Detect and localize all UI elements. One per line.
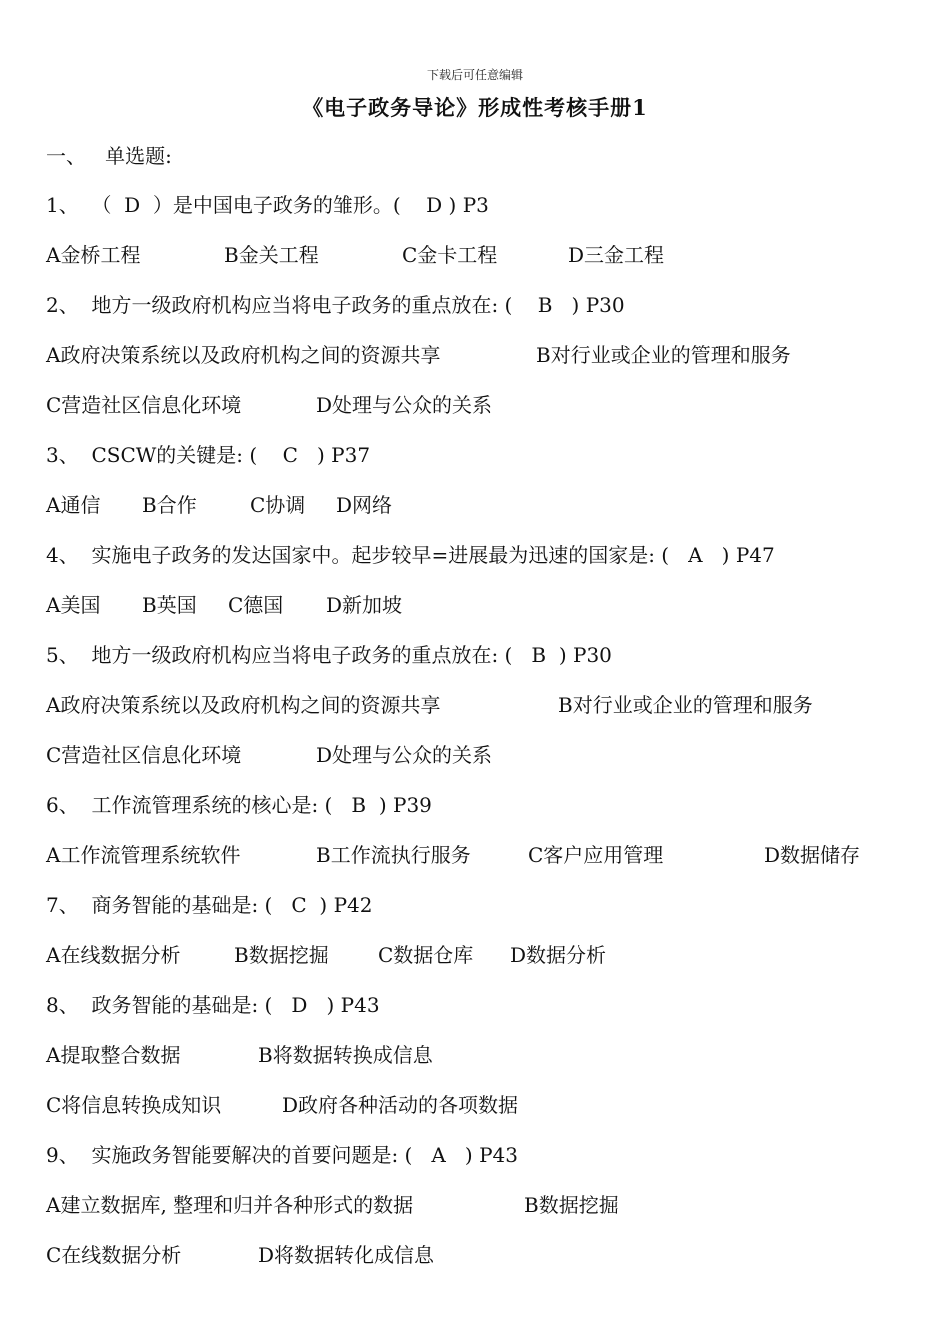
- option-a: A通信: [46, 493, 101, 517]
- option-c: C客户应用管理: [528, 843, 664, 867]
- option-b: B工作流执行服务: [316, 843, 471, 867]
- option-a: A金桥工程: [46, 243, 141, 267]
- option-b: B金关工程: [224, 243, 319, 267]
- option-c: C将信息转换成知识: [46, 1093, 222, 1117]
- option-c: C金卡工程: [402, 243, 498, 267]
- option-d: D将数据转化成信息: [258, 1243, 435, 1267]
- question-3: 3、 CSCW的关键是: ( C ) P37: [46, 443, 371, 467]
- option-d: D数据分析: [510, 943, 607, 967]
- option-b: B数据挖掘: [234, 943, 329, 967]
- option-b: B英国: [142, 593, 197, 617]
- section-heading: 一、 单选题:: [46, 144, 172, 168]
- option-c: C德国: [228, 593, 284, 617]
- option-d: D网络: [336, 493, 393, 517]
- question-4: 4、 实施电子政务的发达国家中。起步较早=进展最为迅速的国家是: ( A ) P47: [46, 543, 775, 567]
- option-a: A美国: [46, 593, 101, 617]
- question-1: 1、 （ D ）是中国电子政务的雏形。( D ) P3: [46, 193, 489, 217]
- option-a: A政府决策系统以及政府机构之间的资源共享: [46, 343, 441, 367]
- option-d: D三金工程: [568, 243, 665, 267]
- question-9: 9、 实施政务智能要解决的首要问题是: ( A ) P43: [46, 1143, 518, 1167]
- option-d: D处理与公众的关系: [316, 743, 493, 767]
- option-d: D处理与公众的关系: [316, 393, 493, 417]
- option-b: B合作: [142, 493, 197, 517]
- option-a: A提取整合数据: [46, 1043, 181, 1067]
- option-a: A建立数据库, 整理和归并各种形式的数据: [46, 1193, 414, 1217]
- question-2: 2、 地方一级政府机构应当将电子政务的重点放在: ( B ) P30: [46, 293, 625, 317]
- option-c: C在线数据分析: [46, 1243, 182, 1267]
- question-7: 7、 商务智能的基础是: ( C ) P42: [46, 893, 373, 917]
- option-b: B对行业或企业的管理和服务: [558, 693, 813, 717]
- option-d: D政府各种活动的各项数据: [282, 1093, 519, 1117]
- option-c: C营造社区信息化环境: [46, 393, 242, 417]
- option-b: B对行业或企业的管理和服务: [536, 343, 791, 367]
- question-8: 8、 政务智能的基础是: ( D ) P43: [46, 993, 380, 1017]
- question-9-options-line-2: [46, 1241, 906, 1325]
- option-b: B将数据转换成信息: [258, 1043, 433, 1067]
- option-a: A在线数据分析: [46, 943, 181, 967]
- option-a: A政府决策系统以及政府机构之间的资源共享: [46, 693, 441, 717]
- header-note: 下载后可任意编辑: [426, 68, 523, 82]
- document-title: 《电子政务导论》形成性考核手册1: [302, 95, 648, 120]
- option-c: C协调: [250, 493, 306, 517]
- question-5: 5、 地方一级政府机构应当将电子政务的重点放在: ( B ) P30: [46, 643, 612, 667]
- option-c: C营造社区信息化环境: [46, 743, 242, 767]
- option-c: C数据仓库: [378, 943, 474, 967]
- option-d: D数据储存: [764, 843, 861, 867]
- option-d: D新加坡: [326, 593, 403, 617]
- option-a: A工作流管理系统软件: [46, 843, 241, 867]
- question-6: 6、 工作流管理系统的核心是: ( B ) P39: [46, 793, 432, 817]
- option-b: B数据挖掘: [524, 1193, 619, 1217]
